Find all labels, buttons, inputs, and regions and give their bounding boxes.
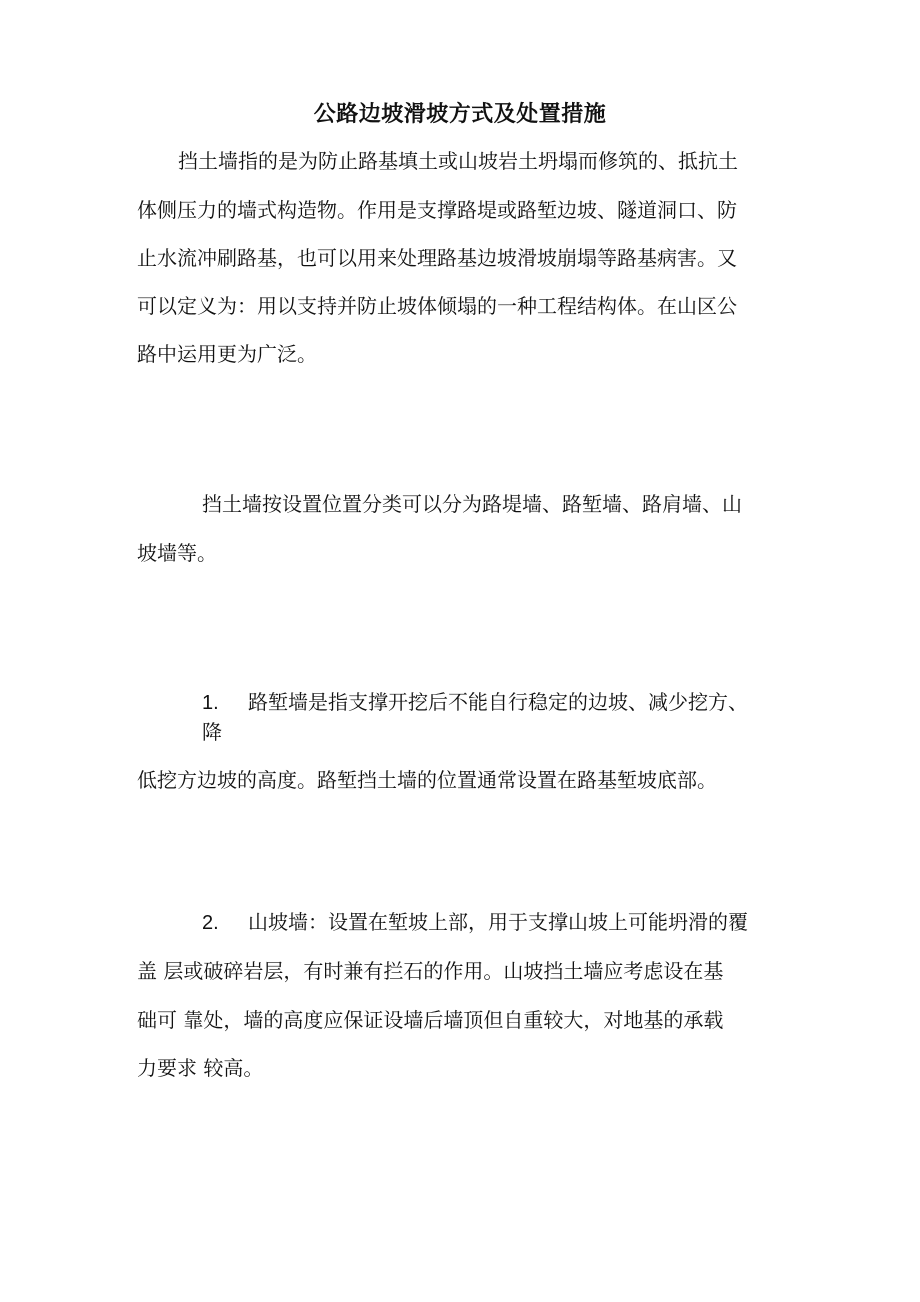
list-item-1-number: 1. [202,692,219,714]
list-item-2-first-line [202,906,748,939]
paragraph-1-line-5: 路中运用更为广泛。 [137,342,317,366]
paragraph-1-line-2: 体侧压力的墙式构造物。作用是支撑路堤或路堑边坡、隧道洞口、防 [137,198,737,222]
paragraph-2-line-2: 坡墙等。 [137,541,217,565]
list-item-1-first-line [202,686,748,719]
paragraph-1-line-3: 止水流冲刷路基，也可以用来处理路基边坡滑坡崩塌等路基病害。又 [137,246,737,270]
paragraph-2-line-1: 挡土墙按设置位置分类可以分为路堤墙、路堑墙、路肩墙、山 [202,492,742,516]
paragraph-1-line-4: 可以定义为：用以支持并防止坡体倾塌的一种工程结构体。在山区公 [137,294,737,318]
list-item-2-line-4: 力要求 较高。 [137,1056,264,1080]
list-item-2-line-2: 盖 层或破碎岩层，有时兼有拦石的作用。山坡挡土墙应考虑设在基 [137,959,724,983]
list-item-1-line-2: 降 [202,720,222,744]
list-item-2-line-3: 础可 靠处，墙的高度应保证设墙后墙顶但自重较大，对地基的承载 [137,1008,724,1032]
list-item-2-line-1: 山坡墙：设置在堑坡上部，用于支撑山坡上可能坍滑的覆 [248,910,748,934]
list-item-1-line-3: 低挖方边坡的高度。路堑挡土墙的位置通常设置在路基堑坡底部。 [137,768,717,792]
list-item-2-number: 2. [202,912,219,934]
paragraph-1-line-1: 挡土墙指的是为防止路基填土或山坡岩土坍塌而修筑的、抵抗土 [178,149,738,173]
list-item-1-line-1: 路堑墙是指支撑开挖后不能自行稳定的边坡、减少挖方、 [248,690,748,714]
document-title: 公路边坡滑坡方式及处置措施 [313,102,607,127]
